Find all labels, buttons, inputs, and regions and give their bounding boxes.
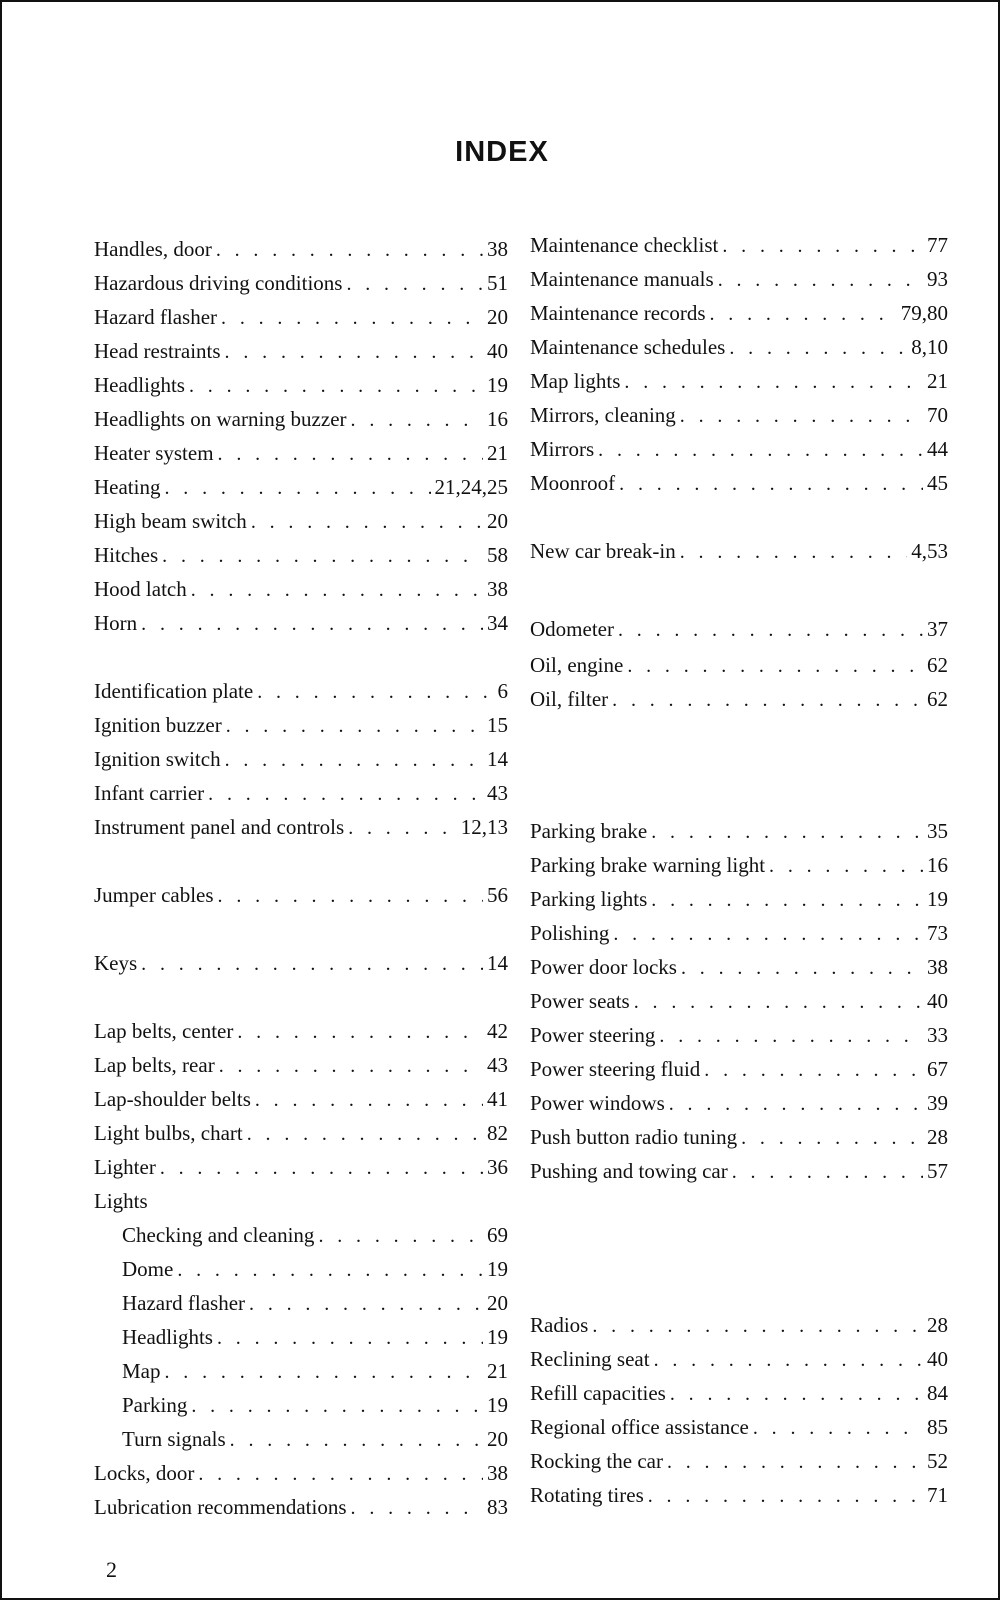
entry-label: Map — [122, 1359, 161, 1383]
dot-leader — [659, 1021, 923, 1051]
entry-label: Lap belts, center — [94, 1019, 234, 1043]
index-entry — [94, 336, 508, 366]
entry-label: High beam switch — [94, 509, 247, 533]
index-entry — [530, 1122, 948, 1152]
dot-leader — [346, 269, 483, 299]
dot-leader — [257, 677, 493, 707]
dot-leader — [351, 1493, 483, 1523]
entry-page: 37 — [927, 617, 948, 641]
entry-page: 79,80 — [900, 301, 948, 325]
dot-leader — [198, 1459, 483, 1489]
entry-page: 45 — [927, 471, 948, 495]
dot-leader — [218, 439, 483, 469]
dot-leader — [669, 1089, 923, 1119]
entry-label: Hitches — [94, 543, 159, 567]
entry-page: 19 — [487, 1325, 508, 1349]
entry-label: Maintenance records — [530, 301, 706, 325]
dot-leader — [218, 881, 483, 911]
index-entry — [530, 684, 948, 714]
index-subentry — [122, 1356, 508, 1386]
entry-page: 57 — [927, 1159, 948, 1183]
entry-page: 35 — [927, 819, 948, 843]
entry-page: 38 — [487, 577, 508, 601]
entry-label: Instrument panel and controls — [94, 815, 345, 839]
page-number: 2 — [106, 1557, 117, 1582]
dot-leader — [680, 401, 923, 431]
dot-leader — [251, 507, 483, 537]
entry-label: Map lights — [530, 369, 621, 393]
dot-leader — [191, 1391, 483, 1421]
index-entry — [94, 506, 508, 536]
entry-page: 8,10 — [911, 335, 948, 359]
entry-page: 19 — [487, 1257, 508, 1281]
entry-page: 44 — [927, 437, 948, 461]
dot-leader — [351, 405, 483, 435]
entry-label: Hazardous driving conditions — [94, 271, 343, 295]
index-entry — [530, 952, 948, 982]
dot-leader — [217, 1323, 483, 1353]
entry-page: 43 — [487, 1053, 508, 1077]
entry-page: 67 — [927, 1057, 948, 1081]
entry-label: Identification plate — [94, 679, 254, 703]
entry-page: 38 — [487, 237, 508, 261]
index-entry — [530, 468, 948, 498]
entry-page: 20 — [487, 1291, 508, 1315]
index-subentry — [122, 1288, 508, 1318]
entry-label: Keys — [94, 951, 138, 975]
index-entry — [94, 234, 508, 264]
entry-label: Maintenance schedules — [530, 335, 726, 359]
entry-page: 62 — [927, 687, 948, 711]
dot-leader — [141, 949, 483, 979]
entry-label: Dome — [122, 1257, 174, 1281]
entry-label: Lighter — [94, 1155, 156, 1179]
dot-leader — [613, 919, 923, 949]
entry-label: Mirrors, cleaning — [530, 403, 676, 427]
entry-label: Radios — [530, 1313, 589, 1337]
entry-label: Polishing — [530, 921, 610, 945]
entry-label: Lap belts, rear — [94, 1053, 215, 1077]
dot-leader — [216, 235, 483, 265]
index-entry — [94, 404, 508, 434]
entry-label: Parking brake warning light — [530, 853, 766, 877]
entry-page: 40 — [927, 989, 948, 1013]
entry-page: 19 — [487, 1393, 508, 1417]
dot-leader — [237, 1017, 483, 1047]
entry-label: Head restraints — [94, 339, 221, 363]
dot-leader — [741, 1123, 923, 1153]
entry-page: 34 — [487, 611, 508, 635]
dot-leader — [670, 1379, 923, 1409]
index-entry — [94, 812, 508, 842]
entry-label: Power door locks — [530, 955, 677, 979]
dot-leader — [164, 473, 430, 503]
entry-label: Rotating tires — [530, 1483, 644, 1507]
entry-label: Headlights on warning buzzer — [94, 407, 347, 431]
index-entry — [94, 744, 508, 774]
index-entry — [530, 1412, 948, 1442]
entry-label: Rocking the car — [530, 1449, 663, 1473]
index-subentry — [122, 1390, 508, 1420]
entry-label: Hazard flasher — [94, 305, 218, 329]
index-entry — [530, 1446, 948, 1476]
entry-label: Power windows — [530, 1091, 665, 1115]
entry-label: Refill capacities — [530, 1381, 666, 1405]
entry-page: 43 — [487, 781, 508, 805]
entry-page: 70 — [927, 403, 948, 427]
entry-page: 73 — [927, 921, 948, 945]
index-subentry — [122, 1424, 508, 1454]
entry-page: 14 — [487, 747, 508, 771]
dot-leader — [141, 609, 483, 639]
index-entry — [530, 366, 948, 396]
entry-page: 38 — [927, 955, 948, 979]
entry-page: 58 — [487, 543, 508, 567]
entry-page: 77 — [927, 233, 948, 257]
dot-leader — [318, 1221, 483, 1251]
index-entry — [94, 370, 508, 400]
entry-page: 42 — [487, 1019, 508, 1043]
dot-leader — [348, 813, 457, 843]
entry-label: Lap-shoulder belts — [94, 1087, 251, 1111]
index-entry — [530, 332, 948, 362]
index-heading-entry — [94, 1186, 508, 1216]
dot-leader — [247, 1119, 483, 1149]
entry-label: Lights — [94, 1189, 148, 1213]
entry-label: Pushing and towing car — [530, 1159, 728, 1183]
index-entry — [94, 1050, 508, 1080]
entry-page: 28 — [927, 1125, 948, 1149]
index-entry — [530, 1480, 948, 1510]
dot-leader — [226, 711, 483, 741]
entry-page: 85 — [927, 1415, 948, 1439]
index-entry — [530, 1310, 948, 1340]
index-entry — [530, 884, 948, 914]
dot-leader — [624, 367, 923, 397]
index-entry — [94, 676, 508, 706]
index-entry — [94, 710, 508, 740]
entry-label: Parking brake — [530, 819, 648, 843]
index-entry — [530, 536, 948, 566]
entry-page: 19 — [927, 887, 948, 911]
dot-leader — [619, 469, 923, 499]
entry-label: Oil, engine — [530, 653, 624, 677]
index-entry — [530, 614, 948, 644]
index-entry — [94, 880, 508, 910]
dot-leader — [651, 885, 923, 915]
entry-page: 39 — [927, 1091, 948, 1115]
entry-page: 21 — [487, 1359, 508, 1383]
index-entry — [94, 1118, 508, 1148]
index-entry — [94, 948, 508, 978]
dot-leader — [255, 1085, 483, 1115]
entry-label: Ignition switch — [94, 747, 221, 771]
entry-page: 6 — [497, 679, 508, 703]
dot-leader — [249, 1289, 483, 1319]
dot-leader — [648, 1481, 923, 1511]
index-entry — [94, 1492, 508, 1522]
dot-leader — [627, 651, 923, 681]
index-entry — [94, 540, 508, 570]
entry-label: Maintenance checklist — [530, 233, 719, 257]
entry-page: 56 — [487, 883, 508, 907]
entry-label: Infant carrier — [94, 781, 205, 805]
dot-leader — [618, 615, 923, 645]
entry-label: Light bulbs, chart — [94, 1121, 243, 1145]
index-entry — [94, 302, 508, 332]
dot-leader — [592, 1311, 923, 1341]
index-entry — [94, 268, 508, 298]
entry-page: 52 — [927, 1449, 948, 1473]
index-subentry — [122, 1322, 508, 1352]
dot-leader — [680, 537, 908, 567]
entry-page: 21,24,25 — [434, 475, 508, 499]
entry-label: Headlights — [94, 373, 185, 397]
entry-label: New car break-in — [530, 539, 676, 563]
entry-page: 84 — [927, 1381, 948, 1405]
entry-label: Parking — [122, 1393, 188, 1417]
index-entry — [94, 574, 508, 604]
entry-label: Heating — [94, 475, 161, 499]
dot-leader — [225, 745, 483, 775]
dot-leader — [667, 1447, 923, 1477]
entry-label: Hood latch — [94, 577, 187, 601]
entry-label: Hazard flasher — [122, 1291, 246, 1315]
entry-page: 21 — [487, 441, 508, 465]
dot-leader — [704, 1055, 923, 1085]
entry-page: 41 — [487, 1087, 508, 1111]
index-entry — [530, 1344, 948, 1374]
index-entry — [530, 230, 948, 260]
dot-leader — [165, 1357, 484, 1387]
entry-page: 69 — [487, 1223, 508, 1247]
entry-page: 15 — [487, 713, 508, 737]
dot-leader — [732, 1157, 923, 1187]
dot-leader — [162, 541, 483, 571]
entry-page: 28 — [927, 1313, 948, 1337]
entry-label: Lubrication recommendations — [94, 1495, 347, 1519]
index-entry — [530, 298, 948, 328]
entry-label: Jumper cables — [94, 883, 214, 907]
dot-leader — [208, 779, 483, 809]
entry-page: 38 — [487, 1461, 508, 1485]
index-entry — [530, 1020, 948, 1050]
index-entry — [530, 816, 948, 846]
index-entry — [530, 1378, 948, 1408]
entry-page: 21 — [927, 369, 948, 393]
index-entry — [530, 434, 948, 464]
entry-label: Oil, filter — [530, 687, 609, 711]
entry-page: 20 — [487, 509, 508, 533]
index-entry — [94, 1084, 508, 1114]
dot-leader — [654, 1345, 923, 1375]
index-entry — [94, 1458, 508, 1488]
index-entry — [530, 918, 948, 948]
dot-leader — [753, 1413, 923, 1443]
entry-label: Parking lights — [530, 887, 648, 911]
entry-page: 83 — [487, 1495, 508, 1519]
entry-label: Power seats — [530, 989, 630, 1013]
entry-page: 12,13 — [460, 815, 508, 839]
entry-page: 4,53 — [911, 539, 948, 563]
index-entry — [94, 1152, 508, 1182]
index-entry — [530, 986, 948, 1016]
index-entry — [94, 472, 508, 502]
dot-leader — [718, 265, 923, 295]
entry-label: Handles, door — [94, 237, 212, 261]
index-entry — [94, 1016, 508, 1046]
entry-label: Push button radio tuning — [530, 1125, 738, 1149]
entry-label: Moonroof — [530, 471, 616, 495]
index-subentry — [122, 1220, 508, 1250]
entry-page: 20 — [487, 1427, 508, 1451]
entry-label: Headlights — [122, 1325, 213, 1349]
dot-leader — [681, 953, 923, 983]
entry-page: 93 — [927, 267, 948, 291]
index-entry — [530, 1088, 948, 1118]
dot-leader — [177, 1255, 483, 1285]
entry-page: 51 — [487, 271, 508, 295]
dot-leader — [598, 435, 923, 465]
dot-leader — [722, 231, 923, 261]
index-subentry — [122, 1254, 508, 1284]
entry-label: Regional office assistance — [530, 1415, 749, 1439]
dot-leader — [219, 1051, 483, 1081]
entry-label: Locks, door — [94, 1461, 195, 1485]
entry-label: Ignition buzzer — [94, 713, 222, 737]
dot-leader — [189, 371, 483, 401]
entry-label: Heater system — [94, 441, 214, 465]
entry-page: 16 — [487, 407, 508, 431]
index-entry — [530, 650, 948, 680]
entry-label: Reclining seat — [530, 1347, 650, 1371]
dot-leader — [769, 851, 923, 881]
dot-leader — [651, 817, 923, 847]
entry-label: Power steering — [530, 1023, 656, 1047]
entry-page: 20 — [487, 305, 508, 329]
index-entry — [530, 1054, 948, 1084]
index-entry — [530, 400, 948, 430]
entry-label: Turn signals — [122, 1427, 226, 1451]
dot-leader — [230, 1425, 483, 1455]
entry-page: 16 — [927, 853, 948, 877]
page-title: INDEX — [455, 136, 549, 168]
index-entry — [94, 438, 508, 468]
entry-page: 62 — [927, 653, 948, 677]
index-entry — [94, 608, 508, 638]
entry-page: 82 — [487, 1121, 508, 1145]
entry-label: Mirrors — [530, 437, 595, 461]
index-entry — [530, 264, 948, 294]
dot-leader — [160, 1153, 483, 1183]
dot-leader — [221, 303, 483, 333]
entry-page: 71 — [927, 1483, 948, 1507]
entry-page: 36 — [487, 1155, 508, 1179]
dot-leader — [612, 685, 923, 715]
entry-page: 33 — [927, 1023, 948, 1047]
dot-leader — [710, 299, 897, 329]
dot-leader — [729, 333, 907, 363]
dot-leader — [634, 987, 923, 1017]
entry-label: Checking and cleaning — [122, 1223, 315, 1247]
entry-label: Maintenance manuals — [530, 267, 714, 291]
entry-page: 19 — [487, 373, 508, 397]
entry-page: 14 — [487, 951, 508, 975]
index-entry — [94, 778, 508, 808]
entry-label: Odometer — [530, 617, 614, 641]
entry-page: 40 — [927, 1347, 948, 1371]
dot-leader — [191, 575, 483, 605]
entry-label: Horn — [94, 611, 138, 635]
index-entry — [530, 1156, 948, 1186]
dot-leader — [225, 337, 483, 367]
entry-label: Power steering fluid — [530, 1057, 701, 1081]
entry-page: 40 — [487, 339, 508, 363]
index-entry — [530, 850, 948, 880]
